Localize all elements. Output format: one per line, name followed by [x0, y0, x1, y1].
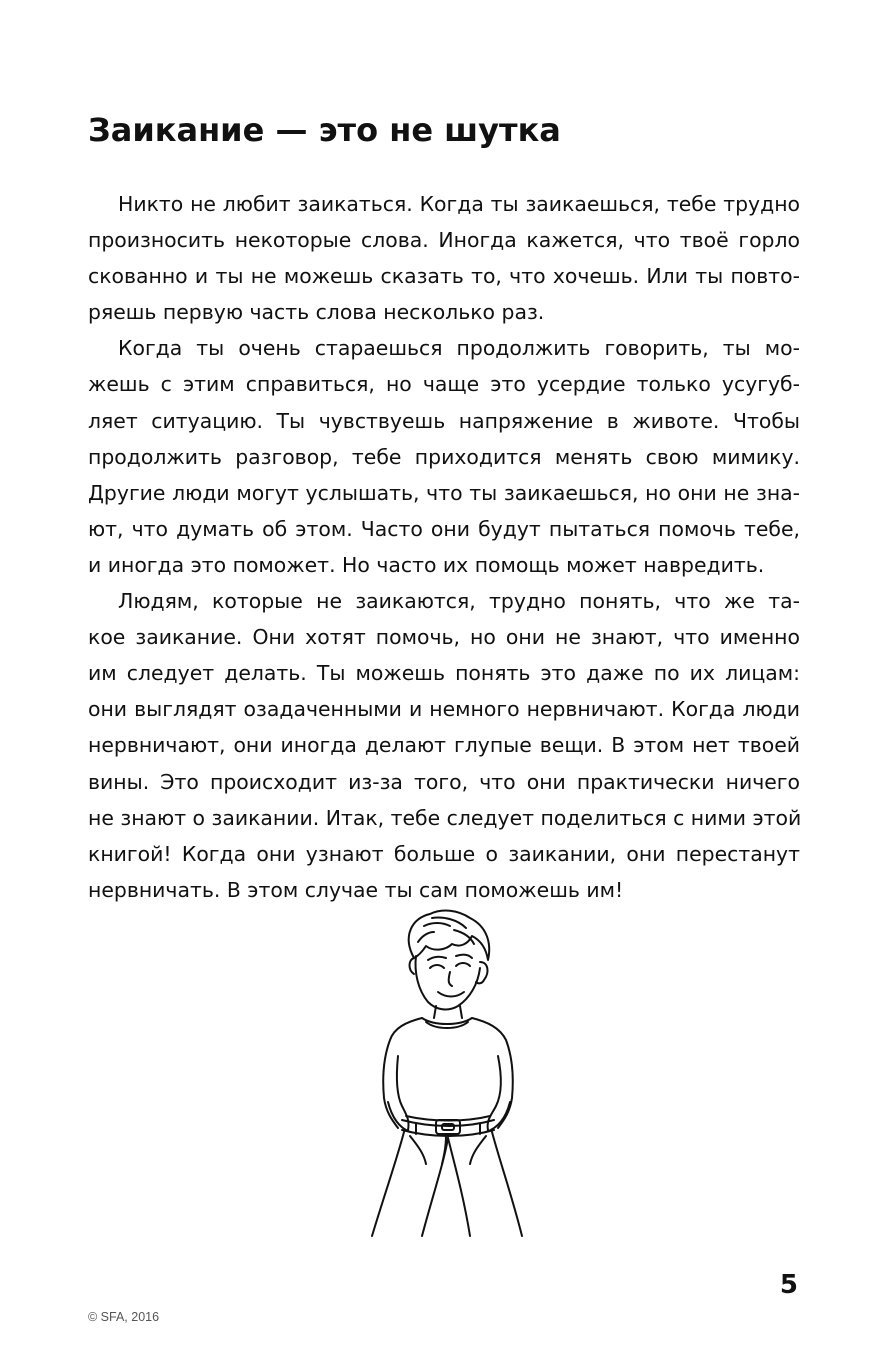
paragraph-2-line-5: Другие люди могут услышать, что ты заикаешься, но они не зна-	[88, 480, 800, 505]
page-title: Заикание — это не шутка	[88, 111, 561, 149]
paragraph-2-line-2: жешь с этим справиться, но чаще это усердие только усугуб-	[88, 372, 800, 397]
paragraph-3-line-9: нервничать. В этом случае ты сам поможешь им!	[88, 877, 624, 902]
paragraph-1-line-1: Никто не любит заикаться. Когда ты заикаешься, тебе трудно	[118, 192, 800, 216]
copyright: © SFA, 2016	[88, 1310, 160, 1324]
paragraph-3-line-4: они выглядят озадаченными и немного нервничают. Когда люди	[88, 697, 800, 722]
right-arm	[488, 1056, 501, 1130]
paragraph-1-line-2: произносить некоторые слова. Иногда кажется, что твоё горло	[88, 228, 800, 253]
paragraph-3-line-3: им следует делать. Ты можешь понять это даже по их лицам:	[88, 661, 800, 686]
paragraph-2-line-7: и иногда это поможет. Но часто их помощь может навредить.	[88, 552, 765, 577]
trousers	[372, 1132, 404, 1236]
page-number: 5	[779, 1270, 798, 1300]
body-text	[88, 186, 800, 908]
paragraph-3-line-1: Людям, которые не заикаются, трудно понять, что же та-	[118, 589, 800, 614]
left-arm	[397, 1056, 409, 1130]
smiling-boy-illustration	[362, 906, 532, 1241]
paragraph-1-line-4: ряешь первую часть слова несколько раз.	[88, 300, 545, 325]
paragraph-2-line-1: Когда ты очень стараешься продолжить говорить, ты мо-	[118, 336, 800, 361]
sweater	[383, 1018, 422, 1128]
paragraph-1-line-3: скованно и ты не можешь сказать то, что хочешь. Или ты повто-	[88, 264, 800, 289]
paragraph-3-line-2: кое заикание. Они хотят помочь, но они не знают, что именно	[88, 625, 800, 650]
collar	[422, 1018, 472, 1024]
left-eye	[430, 965, 444, 968]
paragraph-3-line-5: нервничают, они иногда делают глупые вещи. В этом нет твоей	[88, 733, 800, 758]
paragraph-2-line-6: ют, что думать об этом. Часто они будут пытаться помочь тебе,	[88, 516, 800, 541]
paragraph-2-line-3: ляет ситуацию. Ты чувствуешь напряжение в животе. Чтобы	[88, 408, 800, 433]
paragraph-3-line-7: не знают о заикании. Итак, тебе следует поделиться с ними этой	[88, 805, 802, 830]
paragraph-2-line-4: продолжить разговор, тебе приходится менять свою мимику.	[88, 444, 800, 469]
paragraph-3-line-6: вины. Это происходит из-за того, что они практически ничего	[88, 769, 800, 794]
smile	[438, 992, 464, 997]
belt-buckle	[436, 1120, 460, 1134]
paragraph-3-line-8: книгой! Когда они узнают больше о заикании, они перестанут	[88, 841, 800, 866]
face	[416, 956, 481, 1009]
right-eye	[456, 963, 470, 966]
